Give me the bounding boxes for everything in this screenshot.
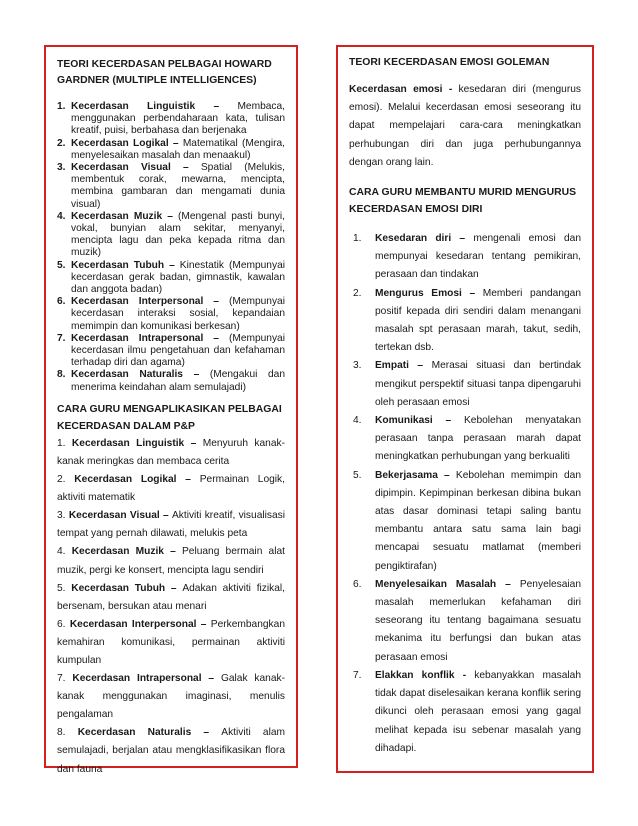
list-item — [349, 667, 581, 758]
list-item — [57, 138, 285, 162]
item-separator: – — [461, 287, 483, 299]
item-description: Aktiviti alam semulajadi, berjalan atau mengklasifikasikan flora dan fauna — [57, 727, 285, 775]
list-item — [349, 412, 581, 467]
item-separator: – — [176, 474, 200, 486]
item-number: 3. — [57, 510, 66, 522]
intro-paragraph — [349, 81, 581, 172]
item-description: Spatial (Melukis, membentuk corak, mewarna, mencipta, membina gambaran dan mengamati dunia visual) — [71, 162, 285, 210]
item-number: 8. — [57, 727, 66, 739]
intro-separator: - — [442, 84, 459, 95]
item-term: Kecerdasan Logikal — [71, 137, 169, 149]
item-description: Permainan Logik, aktiviti matematik — [57, 474, 285, 504]
item-term: Kecerdasan Intrapersonal — [72, 673, 202, 685]
item-separator: – — [170, 162, 201, 174]
list-item — [57, 471, 285, 507]
item-term: Komunikasi — [375, 415, 433, 427]
item-number: 6. — [353, 578, 362, 590]
item-description: (Mempunyai kecerdasan interaksi sosial, kepandaian memimpin dan komunikasi berkesan) — [71, 296, 285, 332]
cara-guru-title: CARA GURU MENGAPLIKASIKAN PELBAGAI KECERDASAN DALAM P&P — [57, 403, 282, 432]
item-separator: – — [196, 618, 211, 630]
item-term: Menyelesaikan Masalah — [375, 578, 497, 590]
item-separator: – — [163, 546, 182, 558]
item-number: 7. — [57, 332, 66, 344]
item-term: Kecerdasan Linguistik — [71, 437, 185, 449]
item-separator: – — [432, 415, 464, 427]
item-description: Aktiviti kreatif, visualisasi tempat yang pernah dilawati, melukis peta — [57, 510, 285, 540]
list-item — [349, 285, 581, 358]
item-number: 7. — [353, 669, 362, 681]
item-number: 4. — [57, 546, 66, 558]
item-number: 5. — [57, 259, 66, 271]
item-term: Kecerdasan Visual — [68, 510, 160, 522]
item-separator: – — [191, 727, 222, 739]
item-term: Kecerdasan Interpersonal — [69, 618, 197, 630]
item-separator: – — [203, 332, 229, 344]
item-description: Perkembangkan kemahiran komunikasi, permainan aktiviti kumpulan — [57, 618, 285, 666]
list-item — [57, 507, 285, 543]
list-item — [57, 162, 285, 211]
list-item — [57, 101, 285, 138]
item-separator: – — [451, 233, 474, 245]
list-item — [57, 580, 285, 616]
item-term: Bekerjasama — [375, 469, 438, 481]
item-term: Empati — [375, 360, 409, 372]
item-number: 8. — [57, 369, 66, 381]
intelligence-list — [57, 101, 285, 394]
item-separator: – — [165, 582, 183, 594]
item-number: 1. — [57, 101, 66, 112]
item-term: Kecerdasan Intrapersonal — [71, 332, 204, 344]
left-panel — [44, 45, 298, 775]
item-number: 2. — [57, 137, 66, 149]
goleman-title: TEORI KECERDASAN EMOSI GOLEMAN — [349, 57, 550, 68]
list-item — [349, 230, 581, 285]
item-term: Kecerdasan Logikal — [74, 474, 177, 486]
cara-guru-emosi-title: CARA GURU MEMBANTU MURID MENGURUS KECERDASAN EMOSI DIRI — [349, 187, 577, 216]
item-description: Membaca, menggunakan perbendaharaan kata, tulisan kreatif, puisi, berbahasa dan berjenaka — [71, 101, 285, 137]
right-panel — [336, 45, 594, 773]
item-separator: – — [164, 259, 180, 271]
item-separator: – — [182, 369, 210, 381]
item-number: 6. — [57, 618, 66, 630]
item-term: Kecerdasan Naturalis — [71, 369, 183, 381]
list-item — [57, 369, 285, 393]
item-description: Penyelesaian masalah memerlukan kefahaman diri seseorang itu tentang bagaimana sesuatu mekanima itu berfungsi dan bukan atas perasaan emosi — [375, 578, 582, 663]
item-description: Galak kanak-kanak menggunakan imaginasi, menulis pengalaman — [57, 673, 285, 721]
list-item — [349, 467, 581, 576]
list-item — [57, 211, 285, 260]
item-number: 5. — [57, 582, 66, 594]
item-number: 2. — [353, 287, 362, 299]
item-separator: – — [162, 210, 178, 222]
intro-description: kesedaran diri (mengurus emosi). Melalui kecerdasan emosi seseorang itu dapat mempelajari cara-cara meningkatkan perhubungan diri dan juga perhubungannya dengan orang lain. — [349, 84, 581, 168]
list-item — [349, 357, 581, 412]
gardner-title: TEORI KECERDASAN PELBAGAI HOWARD GARDNER (MULTIPLE INTELLIGENCES) — [57, 59, 272, 86]
item-separator: – — [184, 437, 203, 449]
item-number: 6. — [57, 296, 66, 308]
item-description: Merasai situasi dan bertindak mengikut perspektif situasi tanpa dipengaruhi oleh perasaan emosi — [375, 360, 581, 408]
item-separator: – — [159, 510, 172, 522]
item-description: Peluang bermain alat muzik, pergi ke konsert, mencipta lagu sendiri — [57, 546, 285, 576]
item-term: Elakkan konflik — [375, 669, 455, 681]
item-term: Kecerdasan Muzik — [71, 210, 163, 222]
item-number: 2. — [57, 474, 66, 486]
item-separator: – — [496, 578, 520, 590]
item-description: Kinestatik (Mempunyai kecerdasan gerak badan, gimnastik, kawalan dan anggota badan) — [71, 259, 285, 296]
list-item — [349, 576, 581, 667]
item-term: Kecerdasan Linguistik — [71, 101, 196, 112]
item-separator: – — [437, 469, 456, 481]
item-description: (Mengakui dan menerima keindahan alam semulajadi) — [71, 369, 285, 393]
intro-term: Kecerdasan emosi — [349, 84, 443, 95]
item-description: (Mempunyai kecerdasan ilmu pengetahuan dan kefahaman terhadap diri dan agama) — [71, 332, 285, 369]
item-number: 3. — [57, 162, 66, 174]
item-separator: - — [454, 669, 475, 681]
item-separator: – — [201, 673, 221, 685]
item-term: Kecerdasan Visual — [71, 162, 171, 174]
item-term: Kecerdasan Tubuh — [71, 582, 166, 594]
item-term: Kecerdasan Naturalis — [77, 727, 192, 739]
item-description: mengenali emosi dan mempunyai kesedaran tentang pemikiran, perasaan dan tindakan — [375, 233, 582, 281]
list-item — [57, 260, 285, 297]
item-number: 3. — [353, 360, 362, 372]
item-number: 4. — [57, 210, 66, 222]
item-description: Kebolehan menyatakan perasaan tanpa perasaan marah dapat meningkatkan perhubungan yang berkualiti — [375, 415, 581, 463]
list-item — [57, 670, 285, 724]
item-description: Adakan aktiviti fizikal, bersenam, bersukan atau menari — [57, 582, 285, 612]
item-description: (Mengenal pasti bunyi, vokal, bunyian alam sekitar, menyanyi, mencipta lagu dan peka kepada ritma dan muzik) — [71, 210, 285, 259]
item-separator: – — [195, 101, 238, 112]
item-term: Kecerdasan Tubuh — [71, 259, 165, 271]
item-description: Matematikal (Mengira, menyelesaikan masalah dan menaakul) — [71, 137, 285, 161]
item-description: Menyuruh kanak-kanak meringkas dan membaca cerita — [57, 437, 285, 467]
item-description: Kebolehan memimpin dan dipimpin. Kepimpinan berkesan dibina bukan atas dasar dominasi tetapi saling bantu membantu antara satu sama lain bagi mencapai sesuatu matlamat (memberi pengiktirafan) — [375, 469, 581, 572]
item-number: 1. — [353, 233, 362, 245]
item-separator: – — [168, 137, 183, 149]
list-item — [57, 435, 285, 471]
item-number: 1. — [57, 437, 66, 449]
item-number: 7. — [57, 673, 66, 685]
item-description: kebanyakkan masalah tidak dapat diselesaikan kerana konflik sering dikunci oleh perasaan emosi yang gagal melihat kepada isu sebenar masalah yang dihadapi. — [375, 669, 581, 754]
list-item — [57, 333, 285, 370]
item-term: Kesedaran diri — [375, 233, 452, 245]
list-item — [57, 616, 285, 670]
item-term: Mengurus Emosi — [375, 287, 462, 299]
item-separator: – — [203, 296, 229, 308]
item-description: Memberi pandangan positif kepada diri sendiri dalam menangani masalah spt perasaan marah, takut, sedih, tertekan dsb. — [375, 287, 582, 354]
item-term: Kecerdasan Interpersonal — [71, 296, 204, 308]
item-number: 5. — [353, 469, 362, 481]
item-number: 4. — [353, 415, 362, 427]
emotion-list — [349, 230, 581, 758]
list-item — [57, 296, 285, 333]
item-term: Kecerdasan Muzik — [71, 546, 164, 558]
item-separator: – — [408, 360, 432, 372]
list-item — [57, 724, 285, 778]
list-item — [57, 543, 285, 579]
